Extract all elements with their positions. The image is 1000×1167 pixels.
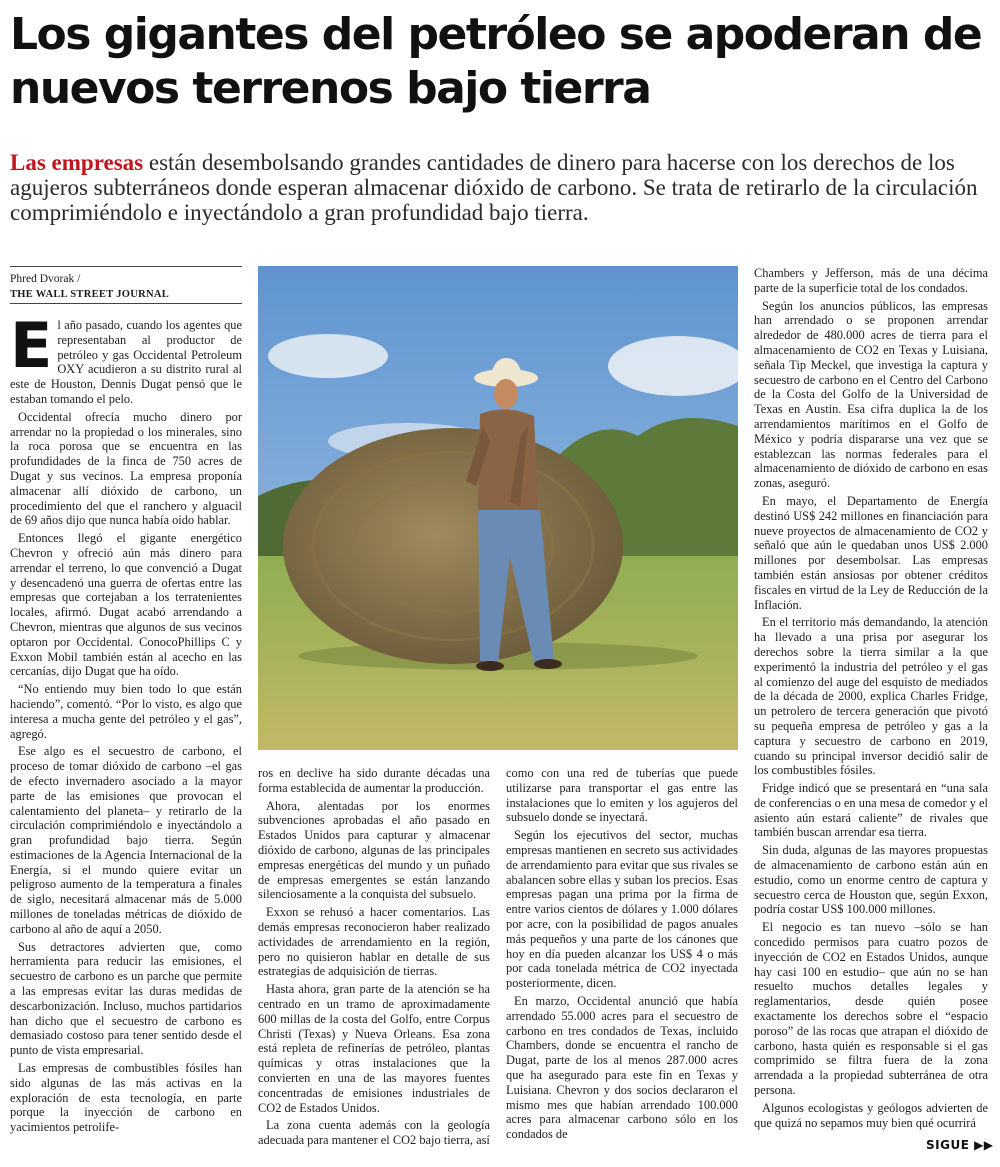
article-paragraph: Hasta ahora, gran parte de la atención se ha centrado en un tramo de aproximadamente 600 millas de la costa del Golfo, entre Corpus Christi (Texas) y Nueva Orleans. Esa zona está repleta de refinerías de petróleo, plantas químicas y otras instalaciones que la convierten en una de las mayores fuentes concentradas de emisiones industriales de CO2 de Estados Unidos. (258, 982, 490, 1115)
article-paragraph: Entonces llegó el gigante energético Chevron y ofreció aún más dinero para arrendar el terreno, lo que convenció a Dugat y desencadenó una guerra de ofertas entre las empresas que cortejaban a los terratenientes locales, afirmó. Dugat acabó arrendando a Chevron, mientras que algunos de sus vecinos optaron por Occidental. ConocoPhillips C y Exxon Mobil también están al acecho en las cercanías, dijo Dugat que ha oído. (10, 531, 242, 679)
article-paragraph: Algunos ecologistas y geólogos advierten de que quizá no sepamos muy bien qué ocurrirá (754, 1100, 988, 1130)
article-paragraph: ros en declive ha sido durante décadas una forma establecida de aumentar la producción. (258, 766, 490, 795)
drop-cap: E (10, 318, 53, 382)
article-paragraph: En el territorio más demandando, la atención ha llevado a una prisa por asegurar los derechos sobre la tierra similar a la que experimentó la industria del petróleo y el gas al comienzo del auge del esquisto de mediados de la década de 2000, explica Charles Fridge, un petrolero de tercera generación que pivotó su pequeña empresa de petróleo y gas a la captura y secuestro de carbono en 2019, cuando su principal inversor decidió salir de los combustibles fósiles. (754, 615, 988, 778)
article-paragraph: como con una red de tuberías que puede utilizarse para transportar el gas entre las instalaciones que lo emiten y los agujeros del subsuelo donde se inyectará. (506, 766, 738, 825)
article-column-4 (754, 266, 988, 1134)
article-paragraph: Chambers y Jefferson, más de una décima parte de la superficie total de los condados. (754, 266, 988, 295)
subhead-lead: Las empresas (10, 150, 144, 175)
article-paragraph: Sus detractores advierten que, como herramienta para reducir las emisiones, el secuestro de carbono es un parche que permite a las empresas evitar las duras medidas de descarbonización. Incluso, muchos partidarios han dicho que el secuestro de carbono es demasiado costoso para tener sentido desde el punto de vista empresarial. (10, 939, 242, 1058)
article-paragraph: En mayo, el Departamento de Energía destinó US$ 242 millones en financiación para nueve proyectos de almacenamiento de CO2 y señaló que aún le quedaban unos US$ 2.000 millones por desembolsar. Las empresas también están ansiosas por obtener créditos fiscales en virtud de la Ley de Reducción de la Inflación. (754, 493, 988, 612)
headline: Los gigantes del petróleo se apoderan de nuevos terrenos bajo tierra (10, 9, 982, 114)
article-paragraph: Las empresas de combustibles fósiles han sido algunas de las más activas en la exploración de esta tecnología, en parte porque la inyección de carbono en yacimientos petrolife- (10, 1061, 242, 1135)
article-paragraph (10, 318, 242, 407)
article-paragraph: En marzo, Occidental anunció que había arrendado 55.000 acres para el secuestro de carbono en tres condados de Texas, incluido Chambers, donde se encuentra el rancho de Dugat, parte de los al menos 287.000 acres que ha asegurado para este fin en Texas y Luisiana. Chevron y dos socios declararon el mismo mes que habían arrendado 100.000 acres para almacenar carbono sólo en los condados de (506, 993, 738, 1142)
byline (10, 266, 242, 302)
article-paragraph: Fridge indicó que se presentará en “una sala de conferencias o en una mesa de comedor y el asiento aún estará caliente” de rivales que también buscan arrendar esa tierra. (754, 781, 988, 840)
article-paragraph: Ese algo es el secuestro de carbono, el proceso de tomar dióxido de carbono –el gas de efecto invernadero asociado a la mayor parte de las emisiones que provocan el calentamiento del planeta– y retirarlo de la circulación comprimiéndolo e inyectándolo a gran profundidad bajo tierra. Según estimaciones de la Agencia Internacional de la Energía, si el mundo quiere evitar un peligroso aumento de la temperatura a finales de siglo, necesitará almacenar más de 5.000 millones de toneladas métricas de dióxido de carbono al año de aquí a 2050. (10, 744, 242, 936)
article-paragraph: Exxon se rehusó a hacer comentarios. Las demás empresas reconocieron haber realizado actividades de arrendamiento en la región, pero no quisieron hablar en detalle de sus estrategias de adquisición de tierras. (258, 905, 490, 979)
byline-divider (10, 303, 242, 304)
subhead (10, 150, 985, 225)
article-paragraph: Según los anuncios públicos, las empresas han arrendado o se proponen arrendar alrededor de 480.000 acres de tierra para el almacenamiento de CO2 en Texas y Luisiana, señala Tip Meckel, que investiga la captura y secuestro de carbono en el Centro del Carbono de la Costa del Golfo de la Universidad de Texas en Austin. Esa cifra duplica la de los arrendamientos marítimos en el Golfo de México y podría dispararse una vez que se establezcan las normas federales para el almacenamiento de dióxido de carbono en esas zonas, aseguró. (754, 298, 988, 491)
rancher-hay-bale-photo (258, 266, 738, 750)
article-paragraph: El negocio es tan nuevo –sólo se han concedido permisos para cuatro pozos de inyección de CO2 en Estados Unidos, aunque hay casi 100 en estudio– que aún no se han resuelto muchos detalles legales y reglamentarios, desde quién posee exactamente los derechos sobre el “espacio poroso” de las rocas que atrapan el dióxido de carbono, hasta quién es responsable si el gas comprimido se filtra fuera de la zona arrendada a la propiedad subterránea de otra persona. (754, 920, 988, 1098)
article-paragraph: Ahora, alentadas por los enormes subvenciones aprobadas el año pasado en Estados Unidos para capturar y almacenar dióxido de carbono, algunas de las principales empresas energéticas del mundo y un puñado de empresas emergentes se están lanzando silenciosamente a la conquista del subsuelo. (258, 798, 490, 902)
subhead-text: están desembolsando grandes cantidades de dinero para hacerse con los derechos de los agujeros subterráneos donde esperan almacenar dióxido de carbono. Se trata de retirarlo de la circulación comprimiéndolo e inyectándolo a gran profundidad bajo tierra. (10, 150, 978, 225)
byline-author: Phred Dvorak / (10, 273, 81, 285)
article-column-2 (258, 766, 490, 1156)
continue-link[interactable]: SIGUE ▶▶ (926, 1138, 994, 1152)
article-paragraph: Occidental ofrecía mucho dinero por arrendar no la propiedad o los minerales, sino la roca porosa que se encuentra en las profundidades de la finca de 750 acres de Dugat y sus vecinos. La empresa proponía almacenar allí dióxido de carbono, un procedimiento del que el ranchero y alguacil de 69 años dijo que nunca había oído hablar. (10, 409, 242, 528)
article-paragraph: Según los ejecutivos del sector, muchas empresas mantienen en secreto sus actividades de arrendamiento para evitar que sus rivales se abalancen sobre ellas y suban los precios. Esas empresas pagan una prima por la firma de entre varios cientos de dólares y 1.000 dólares por acre, con la posibilidad de pagos anuales más pequeños y una parte de los cánones que hoy en día pueden alcanzar los US$ 4 o más por cada tonelada métrica de CO2 inyectada posteriormente, dicen. (506, 828, 738, 991)
article-paragraph: Sin duda, algunas de las mayores propuestas de almacenamiento de carbono están aún en estudio, como un enorme centro de captura y secuestro cerca de Houston que, según Exxon, podría costar US$ 100.000 millones. (754, 843, 988, 917)
paragraph-text: l año pasado, cuando los agentes que representaban al productor de petróleo y gas Occidental Petroleum OXY acudieron a su distrito rural al este de Houston, Dennis Dugat pensó que le estaban tomando el pelo. (10, 318, 242, 406)
article-column-3 (506, 766, 738, 1156)
article-paragraph: “No entiendo muy bien todo lo que están haciendo”, comentó. “Por lo visto, es algo que interesa a mucha gente del petróleo y el gas”, agregó. (10, 682, 242, 741)
byline-publication: THE WALL STREET JOURNAL (10, 289, 170, 300)
article-column-1 (10, 318, 242, 1154)
article-paragraph: La zona cuenta además con la geología adecuada para mantener el CO2 bajo tierra, así (258, 1118, 490, 1148)
